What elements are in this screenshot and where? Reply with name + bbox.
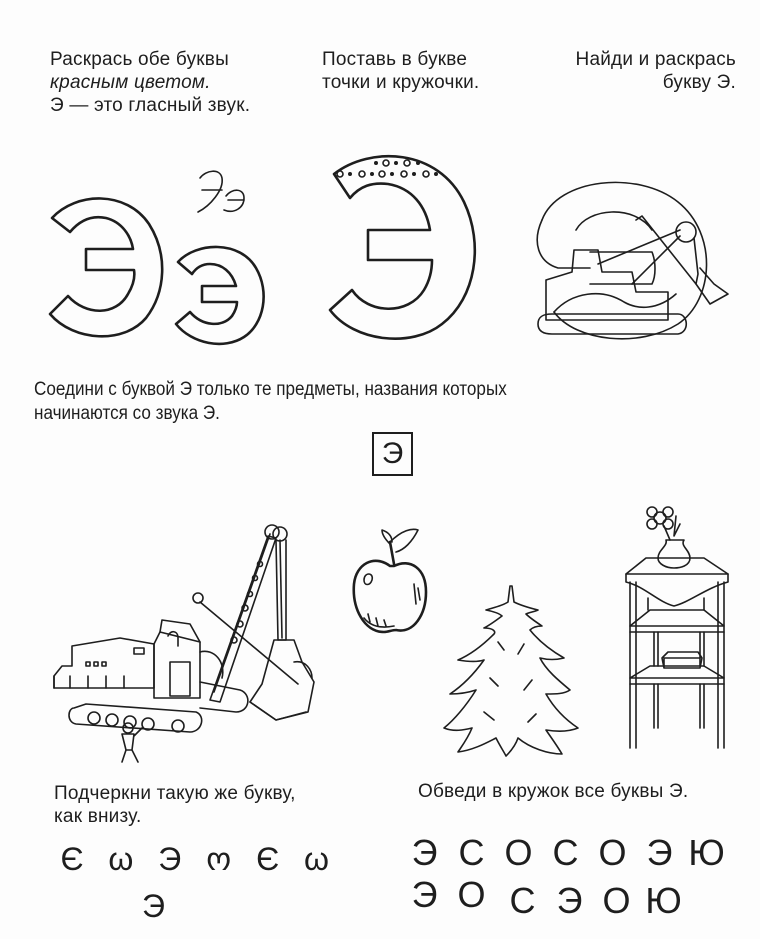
task6-row2-letter-3[interactable]: Ю — [645, 880, 682, 921]
task5-letter-5[interactable]: ω — [303, 841, 329, 877]
hidden-e-excavator-puzzle[interactable] — [528, 172, 738, 342]
task4-line1: Соедини с буквой Э только те предметы, названия которых — [34, 379, 507, 400]
task6-row1-letter-0[interactable]: Э — [411, 832, 438, 873]
task5-letter-2[interactable]: Э — [158, 841, 182, 877]
task2-line1: Поставь в букве — [322, 49, 468, 70]
task6-row1-letter-3[interactable]: С — [552, 832, 579, 873]
apple-picture[interactable] — [350, 514, 430, 640]
task6-row1-letter-6[interactable]: Ю — [688, 832, 725, 873]
task1-instructions — [50, 48, 250, 117]
fir-tree-picture[interactable] — [444, 582, 580, 758]
task5-letter-4[interactable]: Є — [256, 841, 280, 877]
task6-instructions — [418, 780, 688, 803]
task6-row2-letter-2[interactable]: О — [602, 880, 631, 921]
task6-row1-letter-7[interactable]: Э — [411, 874, 438, 915]
task5-sample-letter: Э — [142, 888, 165, 924]
task1-line3: Э — это гласный звук. — [50, 95, 251, 116]
task5-letter-1[interactable]: ω — [108, 841, 134, 877]
task6-row1-letter-5[interactable]: Э — [646, 832, 673, 873]
boxed-letter-e[interactable]: Э — [372, 432, 413, 476]
excavator-picture[interactable] — [50, 512, 330, 764]
task3-instructions — [540, 48, 736, 94]
task4-instructions — [34, 378, 559, 426]
task5-letter-row — [52, 840, 336, 878]
task3-line2: букву Э. — [662, 72, 736, 93]
capital-e-outline-letter[interactable] — [46, 196, 166, 340]
task5-line2: как внизу. — [54, 806, 142, 827]
task2-instructions — [322, 48, 479, 94]
task4-line2: начинаются со звука Э. — [34, 403, 220, 424]
task6-row2-letter-1[interactable]: Э — [556, 880, 583, 921]
task5-instructions — [54, 782, 296, 828]
whatnot-shelf-picture[interactable] — [624, 502, 734, 758]
task6-row1-letter-8[interactable]: О — [457, 874, 486, 915]
task5-letter-3[interactable]: ო — [206, 841, 232, 877]
task1-line1: Раскрась обе буквы — [50, 49, 229, 70]
task6-row2-letter-0[interactable]: С — [509, 880, 536, 921]
task6-line1: Обведи в кружок все буквы Э. — [418, 781, 689, 802]
task6-row1-letter-2[interactable]: О — [504, 832, 533, 873]
task3-line1: Найди и раскрась — [575, 49, 736, 70]
lowercase-e-outline-letter[interactable] — [174, 244, 266, 344]
dotted-capital-e-letter[interactable] — [326, 152, 476, 342]
task5-line1: Подчеркни такую же букву, — [54, 783, 296, 804]
task6-row1-letter-1[interactable]: С — [458, 832, 485, 873]
task6-row1-letter-4[interactable]: О — [598, 832, 627, 873]
task2-line2: точки и кружочки. — [322, 72, 480, 93]
task6-letter-row-2 — [504, 880, 682, 922]
task1-line2: красным цветом. — [50, 72, 211, 93]
task5-letter-0[interactable]: Є — [60, 841, 84, 877]
handwritten-e-letters — [192, 168, 256, 216]
